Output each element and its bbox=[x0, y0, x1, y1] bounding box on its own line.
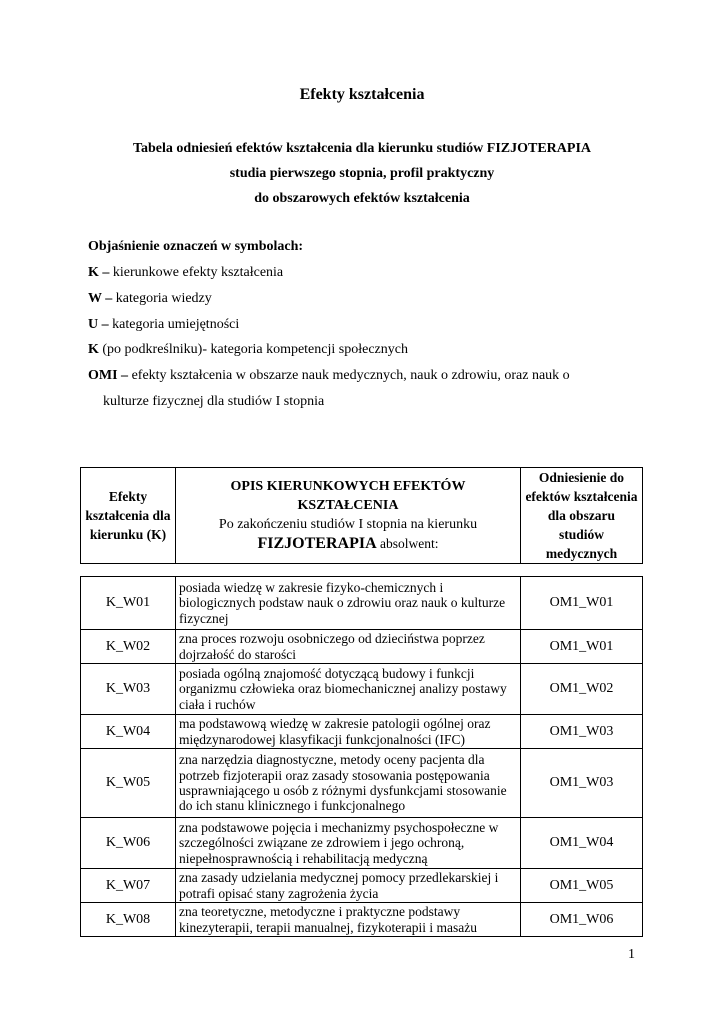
legend-symbol: K bbox=[88, 342, 99, 357]
effect-description: posiada ogólną znajomość dotyczącą budowy i funkcji organizmu człowieka oraz biomechanicznej analizy postawy ciała i ruchów bbox=[176, 664, 521, 715]
effect-code: K_W07 bbox=[81, 869, 176, 903]
legend-item bbox=[88, 342, 408, 358]
effect-description: posiada wiedzę w zakresie fizyko-chemicznych i biologicznych podstaw nauk o zdrowiu oraz nauk o kulturze fizycznej bbox=[176, 577, 521, 630]
effect-code: K_W05 bbox=[81, 749, 176, 818]
effect-description: zna zasady udzielania medycznej pomocy przedlekarskiej i potrafi opisać stany zagrożenia życia bbox=[176, 869, 521, 903]
legend-item bbox=[88, 317, 239, 333]
effect-code: K_W08 bbox=[81, 903, 176, 937]
legend-continuation: kulturze fizycznej dla studiów I stopnia bbox=[103, 394, 325, 409]
table-row bbox=[81, 715, 643, 749]
legend-heading: Objaśnienie oznaczeń w symbolach: bbox=[88, 239, 304, 254]
legend-item bbox=[88, 265, 283, 281]
header-col-description bbox=[176, 468, 521, 564]
area-reference: OM1_W01 bbox=[521, 577, 643, 630]
legend-text: efekty kształcenia w obszarze nauk medycznych, nauk o zdrowiu, oraz nauk o bbox=[128, 368, 570, 383]
effect-description: ma podstawową wiedzę w zakresie patologii ogólnej oraz międzynarodowej klasyfikacji funkcjonalności (IFC) bbox=[176, 715, 521, 749]
header-col-effects: Efekty kształcenia dla kierunku (K) bbox=[81, 468, 176, 564]
area-reference: OM1_W02 bbox=[521, 664, 643, 715]
page-title: Efekty kształcenia bbox=[299, 86, 425, 103]
table-row bbox=[81, 818, 643, 869]
effect-description: zna podstawowe pojęcia i mechanizmy psychospołeczne w szczególności związane ze zdrowiem i jego ochroną, niepełnosprawnością i rehabilitacją medyczną bbox=[176, 818, 521, 869]
area-reference: OM1_W03 bbox=[521, 749, 643, 818]
legend-symbol: K – bbox=[88, 265, 110, 280]
effect-code: K_W04 bbox=[81, 715, 176, 749]
legend-text: kategoria umiejętności bbox=[108, 317, 240, 332]
header-col-reference: Odniesienie do efektów kształcenia dla obszaru studiów medycznych bbox=[521, 468, 643, 564]
header-graduate-label: absolwent: bbox=[376, 536, 439, 551]
subtitle-line-3: do obszarowych efektów kształcenia bbox=[254, 191, 470, 206]
legend-text: kierunkowe efekty kształcenia bbox=[109, 265, 284, 280]
effect-description: zna narzędzia diagnostyczne, metody oceny pacjenta dla potrzeb fizjoterapii oraz zasady stosowania postępowania usprawniającego u osób z różnymi dysfunkcjami stosowanie do ich stanu klinicznego i funkcjonalnego bbox=[176, 749, 521, 818]
area-reference: OM1_W03 bbox=[521, 715, 643, 749]
table-row bbox=[81, 664, 643, 715]
effect-code: K_W03 bbox=[81, 664, 176, 715]
effect-code: K_W06 bbox=[81, 818, 176, 869]
legend-symbol: U – bbox=[88, 317, 109, 332]
table-row bbox=[81, 630, 643, 664]
legend-item bbox=[88, 291, 212, 307]
legend-item bbox=[88, 368, 570, 384]
effect-description: zna teoretyczne, metodyczne i praktyczne podstawy kinezyterapii, terapii manualnej, fizykoterapii i masażu bbox=[176, 903, 521, 937]
table-row bbox=[81, 903, 643, 937]
header-description-line: Po zakończeniu studiów I stopnia na kierunku bbox=[218, 517, 478, 532]
legend-symbol: W – bbox=[88, 291, 113, 306]
table-row bbox=[81, 869, 643, 903]
legend-text: (po podkreślniku)- kategoria kompetencji społecznych bbox=[98, 342, 408, 357]
area-reference: OM1_W05 bbox=[521, 869, 643, 903]
page-number: 1 bbox=[628, 947, 635, 962]
effects-table-body bbox=[81, 577, 643, 937]
header-program-name: FIZJOTERAPIA bbox=[257, 535, 377, 552]
area-reference: OM1_W04 bbox=[521, 818, 643, 869]
effect-description: zna proces rozwoju osobniczego od dzieciństwa poprzez dojrzałość do starości bbox=[176, 630, 521, 664]
effect-code: K_W01 bbox=[81, 577, 176, 630]
subtitle-line-1: Tabela odniesień efektów kształcenia dla kierunku studiów FIZJOTERAPIA bbox=[132, 141, 592, 156]
table-row bbox=[81, 749, 643, 818]
effect-code: K_W02 bbox=[81, 630, 176, 664]
header-description-title: OPIS KIERUNKOWYCH EFEKTÓW KSZTAŁCENIA bbox=[230, 479, 466, 513]
legend-text: kategoria wiedzy bbox=[112, 291, 212, 306]
area-reference: OM1_W01 bbox=[521, 630, 643, 664]
subtitle-line-2: studia pierwszego stopnia, profil praktyczny bbox=[229, 166, 495, 181]
legend-symbol: OMI – bbox=[88, 368, 129, 383]
table-header bbox=[80, 467, 643, 564]
area-reference: OM1_W06 bbox=[521, 903, 643, 937]
effects-table bbox=[80, 576, 643, 937]
table-row bbox=[81, 577, 643, 630]
